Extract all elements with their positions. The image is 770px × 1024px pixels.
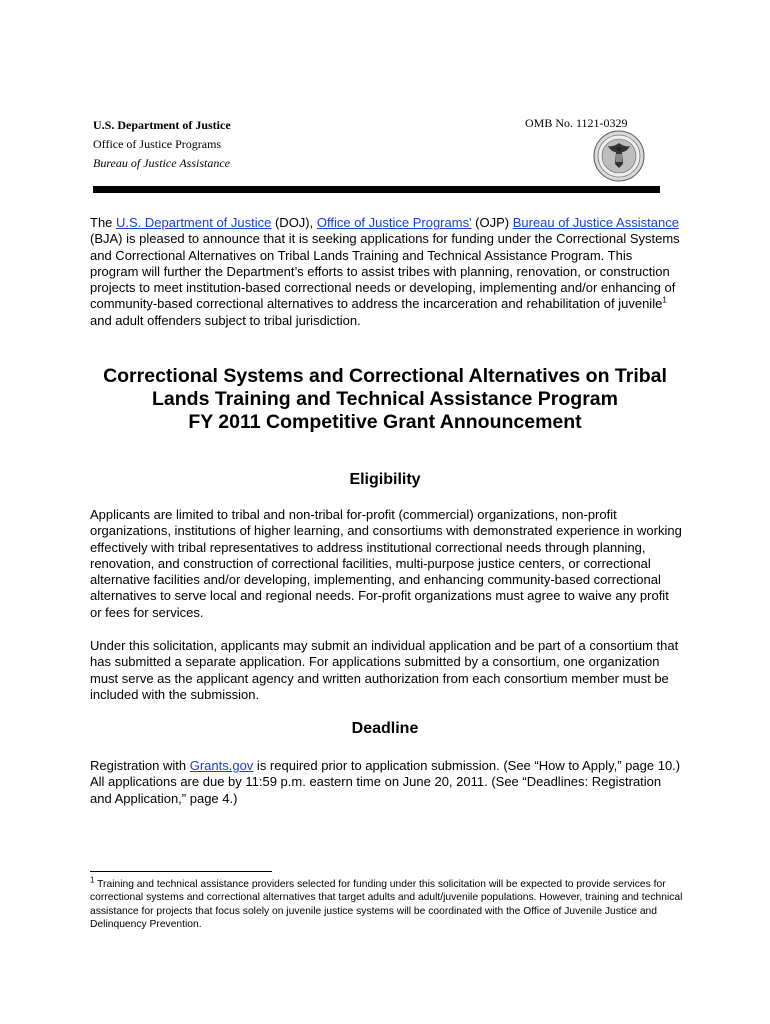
deadline-text-1: Registration with [90,758,190,773]
intro-text-3: (OJP) [471,215,513,230]
intro-paragraph [90,215,682,329]
intro-text-5: and adult offenders subject to tribal jurisdiction. [90,312,361,328]
footnote-divider [90,871,272,872]
office-name: Office of Justice Programs [93,137,222,151]
footnote-number: 1 [90,875,95,885]
footnote-reference: 1 [662,296,667,306]
title-line-2: Lands Training and Technical Assistance Program [152,388,618,410]
title-line-3: FY 2011 Competitive Grant Announcement [188,411,582,433]
ojp-link[interactable]: Office of Justice Programs' [316,215,472,230]
footnote-text: Training and technical assistance providers selected for funding under this solicitation will be expected to provide services for correctional systems and correctional alternatives that target adults and adult/juvenile populations. However, training and technical assistance for projects that focus solely on juvenile justice systems will be coordinated with the Office of Juvenile Justice and Delinquency Prevention. [90,879,683,930]
bureau-name: Bureau of Justice Assistance [93,156,230,170]
announcement-title [60,365,710,434]
deadline-text-2: is required prior to application submission. (See “How to Apply,” page 10.) All applications are due by 11:59 p.m. eastern time on June 20, 2011. (See “Deadlines: Registration and Application,” page 4.) [90,758,681,806]
grants-gov-link[interactable]: Grants.gov [189,758,254,773]
omb-number: OMB No. 1121-0329 [525,116,628,130]
bja-link[interactable]: Bureau of Justice Assistance [512,215,679,230]
eligibility-paragraph: Applicants are limited to tribal and non-tribal for-profit (commercial) organizations, non-profit organizations, institutions of higher learning, and consortiums with demonstrated experience in working effectively with tribal representatives to address institutional correctional needs through planning, renovation, and construction of correctional facilities, multi-purpose justice centers, or correctional alternative facilities and/or developing, implementing, and enhancing community-based correctional alternatives to serve local and regional needs. For-profit organizations must agree to waive any profit or fees for services. [90,507,682,620]
intro-text-1: The [90,215,117,230]
agency-header [93,116,231,173]
intro-text-4: (BJA) is pleased to announce that it is seeking applications for funding under the Correctional Systems and Correctional Alternatives on Tribal Lands Training and Technical Assistance Program. This program will further the Department’s efforts to assist tribes with planning, renovation, or construction projects to meet institution-based correctional needs or developing, implementing and/or enhancing of community-based correctional alternatives to address the incarceration and rehabilitation of juvenile [90,231,680,312]
header-divider [93,186,660,193]
deadline-paragraph [90,758,682,807]
doj-link[interactable]: U.S. Department of Justice [116,215,272,230]
eligibility-heading: Eligibility [349,471,421,488]
intro-text-2: (DOJ), [271,215,317,230]
doj-seal-icon [593,130,645,182]
consortium-paragraph: Under this solicitation, applicants may submit an individual application and be part of a consortium that has submitted a separate application. For applications submitted by a consortium, one organization must serve as the applicant agency and written authorization from each consortium member must be included with the submission. [90,638,679,702]
footnote [90,875,688,931]
title-line-1: Correctional Systems and Correctional Alternatives on Tribal [103,365,667,387]
deadline-heading: Deadline [351,720,419,737]
department-name: U.S. Department of Justice [93,118,231,132]
